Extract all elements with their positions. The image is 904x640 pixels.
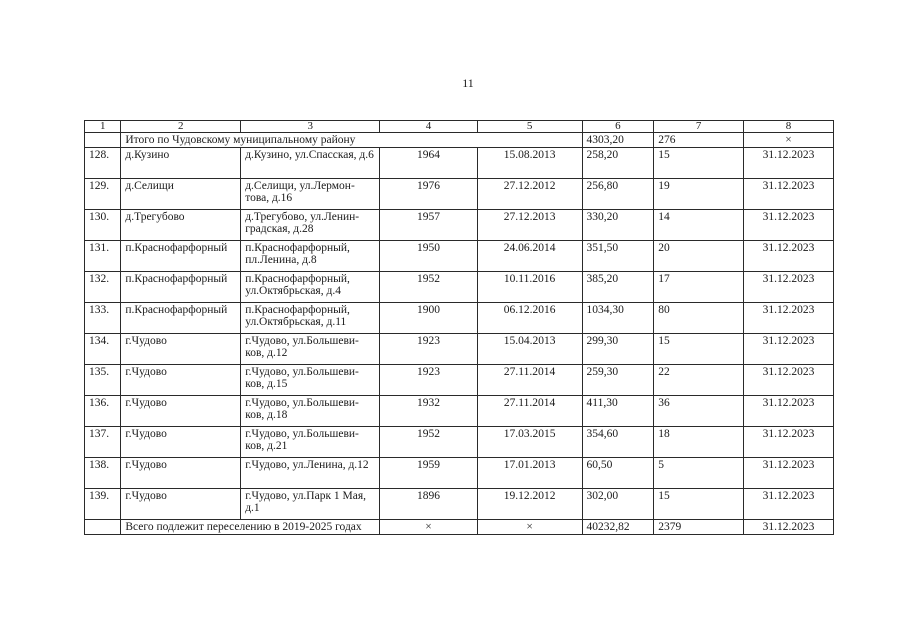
subtotal-people: 276 xyxy=(654,133,744,148)
locality-cell: г.Чудово xyxy=(121,334,241,365)
total-empty-cell xyxy=(85,520,121,535)
subtotal-empty-cell xyxy=(85,133,121,148)
area-cell: 302,00 xyxy=(582,489,654,520)
row-number: 134. xyxy=(85,334,121,365)
residents-cell: 15 xyxy=(654,489,744,520)
address-cell: п.Краснофарфорный, ул.Октябрьская, д.11 xyxy=(241,303,380,334)
recognition-date-cell: 15.08.2013 xyxy=(477,148,582,179)
subtotal-label: Итого по Чудовскому муниципальному району xyxy=(121,133,582,148)
locality-cell: г.Чудово xyxy=(121,458,241,489)
recognition-date-cell: 10.11.2016 xyxy=(477,272,582,303)
table-row xyxy=(85,458,834,489)
area-cell: 411,30 xyxy=(582,396,654,427)
recognition-date-cell: 17.03.2015 xyxy=(477,427,582,458)
page-number: 11 xyxy=(462,76,474,90)
residents-cell: 15 xyxy=(654,148,744,179)
address-cell: г.Чудово, ул.Большеви-ков, д.12 xyxy=(241,334,380,365)
recognition-date-cell: 27.11.2014 xyxy=(477,365,582,396)
year-built-cell: 1923 xyxy=(380,334,477,365)
locality-cell: д.Кузино xyxy=(121,148,241,179)
locality-cell: п.Краснофарфорный xyxy=(121,303,241,334)
row-number: 129. xyxy=(85,179,121,210)
table-row xyxy=(85,334,834,365)
recognition-date-cell: 27.12.2012 xyxy=(477,179,582,210)
row-number: 137. xyxy=(85,427,121,458)
row-number: 130. xyxy=(85,210,121,241)
address-cell: г.Чудово, ул.Большеви-ков, д.15 xyxy=(241,365,380,396)
total-area: 40232,82 xyxy=(582,520,654,535)
locality-cell: д.Трегубово xyxy=(121,210,241,241)
table-row xyxy=(85,272,834,303)
table-row xyxy=(85,303,834,334)
residents-cell: 20 xyxy=(654,241,744,272)
locality-cell: п.Краснофарфорный xyxy=(121,272,241,303)
column-number: 4 xyxy=(380,121,477,133)
row-number: 139. xyxy=(85,489,121,520)
address-cell: п.Краснофарфорный, пл.Ленина, д.8 xyxy=(241,241,380,272)
address-cell: г.Чудово, ул.Большеви-ков, д.18 xyxy=(241,396,380,427)
deadline-cell: 31.12.2023 xyxy=(744,272,834,303)
table-row xyxy=(85,179,834,210)
subtotal-date: × xyxy=(744,133,834,148)
total-people: 2379 xyxy=(654,520,744,535)
column-number: 7 xyxy=(654,121,744,133)
locality-cell: г.Чудово xyxy=(121,396,241,427)
recognition-date-cell: 27.12.2013 xyxy=(477,210,582,241)
area-cell: 256,80 xyxy=(582,179,654,210)
column-number: 2 xyxy=(121,121,241,133)
address-cell: д.Кузино, ул.Спасская, д.6 xyxy=(241,148,380,179)
residents-cell: 19 xyxy=(654,179,744,210)
resettlement-table xyxy=(84,120,834,535)
grand-total-row xyxy=(85,520,834,535)
area-cell: 330,20 xyxy=(582,210,654,241)
deadline-cell: 31.12.2023 xyxy=(744,396,834,427)
year-built-cell: 1964 xyxy=(380,148,477,179)
row-number: 128. xyxy=(85,148,121,179)
year-built-cell: 1952 xyxy=(380,272,477,303)
total-year: × xyxy=(380,520,477,535)
residents-cell: 14 xyxy=(654,210,744,241)
residents-cell: 5 xyxy=(654,458,744,489)
deadline-cell: 31.12.2023 xyxy=(744,489,834,520)
deadline-cell: 31.12.2023 xyxy=(744,427,834,458)
address-cell: п.Краснофарфорный, ул.Октябрьская, д.4 xyxy=(241,272,380,303)
total-recognized: × xyxy=(477,520,582,535)
column-number: 8 xyxy=(744,121,834,133)
deadline-cell: 31.12.2023 xyxy=(744,241,834,272)
deadline-cell: 31.12.2023 xyxy=(744,458,834,489)
deadline-cell: 31.12.2023 xyxy=(744,179,834,210)
subtotal-area: 4303,20 xyxy=(582,133,654,148)
year-built-cell: 1957 xyxy=(380,210,477,241)
recognition-date-cell: 15.04.2013 xyxy=(477,334,582,365)
table-row xyxy=(85,365,834,396)
residents-cell: 22 xyxy=(654,365,744,396)
recognition-date-cell: 24.06.2014 xyxy=(477,241,582,272)
column-number-row xyxy=(85,121,834,133)
table-row xyxy=(85,489,834,520)
row-number: 133. xyxy=(85,303,121,334)
address-cell: д.Трегубово, ул.Ленин-градская, д.28 xyxy=(241,210,380,241)
recognition-date-cell: 17.01.2013 xyxy=(477,458,582,489)
residents-cell: 18 xyxy=(654,427,744,458)
locality-cell: г.Чудово xyxy=(121,365,241,396)
total-deadline: 31.12.2023 xyxy=(744,520,834,535)
recognition-date-cell: 27.11.2014 xyxy=(477,396,582,427)
total-label: Всего подлежит переселению в 2019-2025 годах xyxy=(121,520,380,535)
year-built-cell: 1923 xyxy=(380,365,477,396)
row-number: 138. xyxy=(85,458,121,489)
deadline-cell: 31.12.2023 xyxy=(744,148,834,179)
area-cell: 351,50 xyxy=(582,241,654,272)
locality-cell: д.Селищи xyxy=(121,179,241,210)
residents-cell: 17 xyxy=(654,272,744,303)
subtotal-row xyxy=(85,133,834,148)
address-cell: г.Чудово, ул.Ленина, д.12 xyxy=(241,458,380,489)
column-number: 5 xyxy=(477,121,582,133)
address-cell: г.Чудово, ул.Парк 1 Мая, д.1 xyxy=(241,489,380,520)
row-number: 135. xyxy=(85,365,121,396)
address-cell: г.Чудово, ул.Большеви-ков, д.21 xyxy=(241,427,380,458)
year-built-cell: 1900 xyxy=(380,303,477,334)
table-row xyxy=(85,241,834,272)
year-built-cell: 1896 xyxy=(380,489,477,520)
year-built-cell: 1952 xyxy=(380,427,477,458)
column-number: 6 xyxy=(582,121,654,133)
area-cell: 60,50 xyxy=(582,458,654,489)
locality-cell: г.Чудово xyxy=(121,427,241,458)
locality-cell: п.Краснофарфорный xyxy=(121,241,241,272)
area-cell: 258,20 xyxy=(582,148,654,179)
deadline-cell: 31.12.2023 xyxy=(744,334,834,365)
deadline-cell: 31.12.2023 xyxy=(744,365,834,396)
column-number: 3 xyxy=(241,121,380,133)
column-number: 1 xyxy=(85,121,121,133)
table-row xyxy=(85,396,834,427)
table-row xyxy=(85,210,834,241)
table-row xyxy=(85,148,834,179)
year-built-cell: 1959 xyxy=(380,458,477,489)
area-cell: 385,20 xyxy=(582,272,654,303)
residents-cell: 36 xyxy=(654,396,744,427)
residents-cell: 80 xyxy=(654,303,744,334)
locality-cell: г.Чудово xyxy=(121,489,241,520)
deadline-cell: 31.12.2023 xyxy=(744,303,834,334)
row-number: 132. xyxy=(85,272,121,303)
row-number: 131. xyxy=(85,241,121,272)
table-row xyxy=(85,427,834,458)
year-built-cell: 1950 xyxy=(380,241,477,272)
area-cell: 259,30 xyxy=(582,365,654,396)
deadline-cell: 31.12.2023 xyxy=(744,210,834,241)
year-built-cell: 1932 xyxy=(380,396,477,427)
row-number: 136. xyxy=(85,396,121,427)
area-cell: 354,60 xyxy=(582,427,654,458)
recognition-date-cell: 19.12.2012 xyxy=(477,489,582,520)
address-cell: д.Селищи, ул.Лермон-това, д.16 xyxy=(241,179,380,210)
residents-cell: 15 xyxy=(654,334,744,365)
recognition-date-cell: 06.12.2016 xyxy=(477,303,582,334)
year-built-cell: 1976 xyxy=(380,179,477,210)
area-cell: 1034,30 xyxy=(582,303,654,334)
area-cell: 299,30 xyxy=(582,334,654,365)
